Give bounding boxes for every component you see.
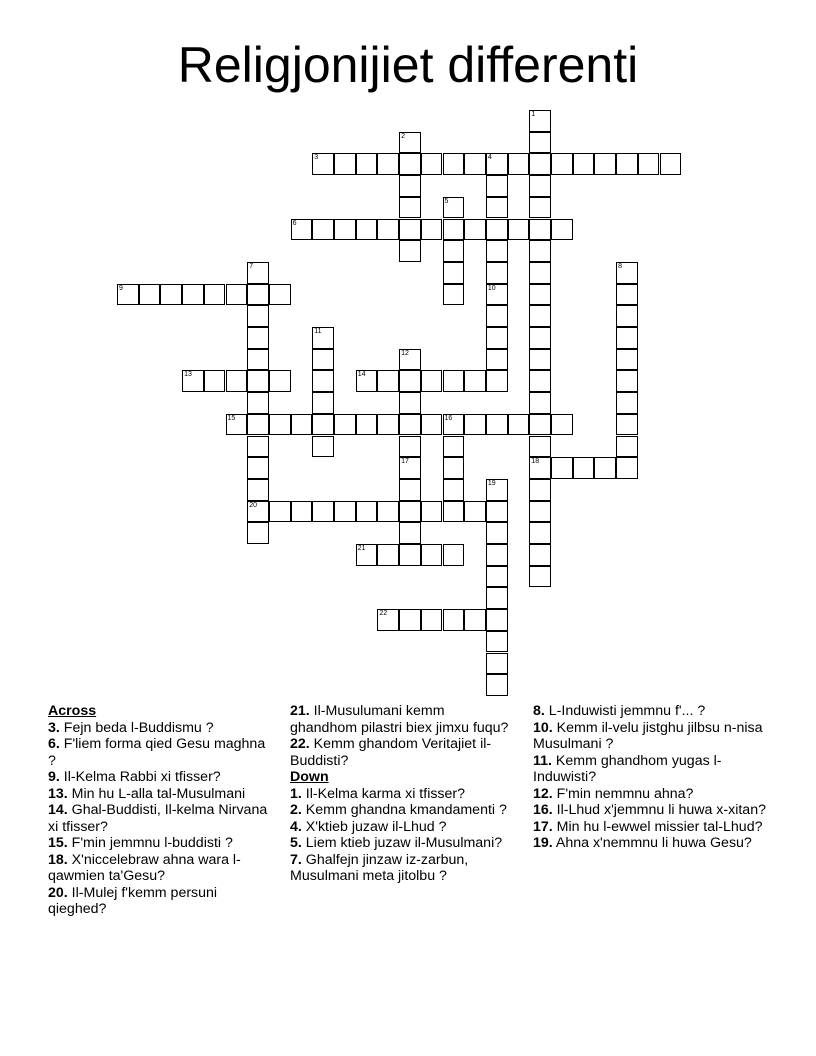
clue-text: X'niccelebraw ahna wara l-qawmien ta'Gesu? [48, 851, 241, 884]
grid-cell[interactable] [399, 414, 421, 436]
clue-text: Il-Musulumani kemm ghandhom pilastri biex jimxu fuqu? [290, 703, 509, 736]
grid-cell[interactable] [247, 392, 269, 414]
clue-text: Kemm ghandna kmandamenti ? [301, 802, 507, 818]
grid-cell[interactable] [486, 153, 508, 175]
grid-cell[interactable] [551, 457, 573, 479]
clues-column-3 [533, 703, 773, 852]
grid-cell[interactable] [312, 501, 334, 523]
grid-cell[interactable] [443, 479, 465, 501]
grid-cell[interactable] [247, 349, 269, 371]
grid-cell[interactable] [486, 631, 508, 653]
grid-cell[interactable] [529, 240, 551, 262]
grid-cell[interactable] [464, 609, 486, 631]
grid-cell[interactable] [269, 414, 291, 436]
grid-cell[interactable] [334, 219, 356, 241]
clue-text: Il-Kelma karma xi tfisser? [301, 785, 466, 802]
cell-number: 19 [487, 479, 496, 487]
clue-number: 21. [290, 703, 310, 719]
grid-cell[interactable] [312, 219, 334, 241]
grid-cell[interactable] [486, 305, 508, 327]
grid-cell[interactable] [486, 327, 508, 349]
cell-number: 21 [357, 545, 366, 552]
grid-cell[interactable] [529, 501, 551, 523]
grid-cell[interactable] [356, 544, 378, 566]
grid-cell[interactable] [486, 197, 508, 219]
down-heading: Down [290, 769, 329, 785]
grid-cell[interactable] [464, 370, 486, 392]
grid-cell[interactable] [529, 175, 551, 197]
grid-cell[interactable] [660, 153, 682, 175]
grid-cell[interactable] [508, 153, 530, 175]
cell-number: 4 [487, 154, 492, 162]
grid-cell[interactable] [312, 414, 334, 436]
grid-cell[interactable] [573, 153, 595, 175]
grid-cell[interactable] [399, 479, 421, 501]
clue-number: 6. [48, 736, 60, 752]
grid-cell[interactable] [529, 479, 551, 501]
grid-cell[interactable] [356, 414, 378, 436]
cell-number: 5 [444, 197, 449, 205]
grid-cell[interactable] [529, 262, 551, 284]
clue [290, 736, 515, 769]
grid-cell[interactable] [421, 501, 443, 523]
grid-cell[interactable] [486, 240, 508, 262]
clue-number: 17. [533, 818, 553, 835]
clue [533, 835, 773, 852]
clue [290, 786, 515, 803]
grid-cell[interactable] [529, 457, 551, 479]
grid-cell[interactable] [486, 175, 508, 197]
grid-cell[interactable] [399, 197, 421, 219]
grid-cell[interactable] [247, 284, 269, 306]
grid-cell[interactable] [486, 219, 508, 241]
clue-text: Ahna x'nemmnu li huwa Gesu? [552, 835, 752, 851]
grid-cell[interactable] [616, 327, 638, 349]
grid-cell[interactable] [464, 414, 486, 436]
grid-cell[interactable] [377, 370, 399, 392]
grid-cell[interactable] [247, 305, 269, 327]
cell-number: 3 [314, 154, 319, 162]
grid-cell[interactable] [486, 284, 508, 306]
page-title: Religjonijiet differenti [177, 37, 639, 93]
cell-number: 7 [249, 262, 254, 270]
grid-cell[interactable] [421, 609, 443, 631]
clue [48, 802, 273, 835]
clue-number: 22. [290, 736, 310, 752]
grid-cell[interactable] [312, 327, 334, 349]
grid-cell[interactable] [443, 153, 465, 175]
grid-cell[interactable] [399, 240, 421, 262]
clue-text: Il-Lhud x'jemmnu li huwa x-xitan? [552, 802, 766, 818]
grid-cell[interactable] [616, 305, 638, 327]
clue [533, 786, 773, 803]
grid-cell[interactable] [182, 284, 204, 306]
grid-cell[interactable] [486, 566, 508, 588]
grid-cell[interactable] [399, 349, 421, 371]
grid-cell[interactable] [529, 132, 551, 154]
clue-number: 11. [533, 752, 552, 769]
grid-cell[interactable] [616, 349, 638, 371]
cell-number: 6 [292, 219, 297, 227]
grid-cell[interactable] [443, 457, 465, 479]
grid-cell[interactable] [312, 349, 334, 371]
grid-cell[interactable] [486, 609, 508, 631]
grid-cell[interactable] [551, 414, 573, 436]
grid-cell[interactable] [443, 197, 465, 219]
grid-cell[interactable] [443, 262, 465, 284]
grid-cell[interactable] [399, 175, 421, 197]
grid-cell[interactable] [616, 153, 638, 175]
grid-cell[interactable] [247, 501, 269, 523]
grid-cell[interactable] [399, 522, 421, 544]
grid-cell[interactable] [616, 436, 638, 458]
grid-cell[interactable] [464, 501, 486, 523]
clue-number: 16. [533, 802, 553, 818]
grid-cell[interactable] [226, 370, 248, 392]
grid-cell[interactable] [508, 219, 530, 241]
grid-cell[interactable] [529, 327, 551, 349]
cell-number: 22 [379, 610, 388, 618]
clue-text: Min hu L-alla tal-Musulmani [67, 785, 246, 802]
grid-cell[interactable] [247, 479, 269, 501]
clue [533, 802, 773, 819]
grid-cell[interactable] [312, 436, 334, 458]
clue-text: F'min nemmnu ahna? [552, 785, 694, 802]
grid-cell[interactable] [529, 392, 551, 414]
grid-cell[interactable] [529, 284, 551, 306]
clue-text: Fejn beda l-Buddismu ? [59, 719, 214, 736]
grid-cell[interactable] [443, 501, 465, 523]
grid-cell[interactable] [312, 392, 334, 414]
grid-cell[interactable] [443, 436, 465, 458]
clue [48, 769, 273, 786]
grid-cell[interactable] [529, 305, 551, 327]
grid-cell[interactable] [399, 457, 421, 479]
grid-cell[interactable] [486, 544, 508, 566]
cell-number: 14 [357, 371, 366, 379]
grid-cell[interactable] [269, 284, 291, 306]
grid-cell[interactable] [421, 219, 443, 241]
grid-cell[interactable] [291, 501, 313, 523]
clue-number: 13. [48, 785, 68, 802]
cell-number: 9 [119, 284, 123, 292]
grid-cell[interactable] [443, 240, 465, 262]
grid-cell[interactable] [399, 132, 421, 154]
clue-text: Il-Mulej f'kemm persuni qieghed? [48, 884, 218, 917]
cell-number: 17 [401, 458, 409, 466]
grid-cell[interactable] [551, 219, 573, 241]
clue [290, 852, 515, 885]
grid-cell[interactable] [247, 414, 269, 436]
grid-cell[interactable] [399, 544, 421, 566]
clues-column-2 [290, 703, 515, 885]
clue-text: Kemm ghandom Veritajiet il-Buddisti? [290, 736, 492, 769]
clue [290, 703, 515, 736]
grid-cell[interactable] [616, 284, 638, 306]
grid-cell[interactable] [139, 284, 161, 306]
grid-cell[interactable] [399, 370, 421, 392]
clue-text: Kemm ghandhom yugas l-Induwisti? [533, 752, 722, 785]
grid-cell[interactable] [312, 370, 334, 392]
clue [48, 786, 273, 803]
grid-cell[interactable] [486, 653, 508, 675]
grid-cell[interactable] [421, 544, 443, 566]
clue-number: 7. [290, 851, 302, 868]
grid-cell[interactable] [443, 219, 465, 241]
clue [48, 835, 273, 852]
cell-number: 1 [531, 111, 536, 118]
clue [533, 753, 773, 786]
clue-number: 9. [48, 769, 60, 785]
clue-text: Kemm il-velu jistghu jilbsu n-nisa Musulmani ? [533, 719, 763, 752]
grid-cell[interactable] [356, 501, 378, 523]
clue-number: 3. [48, 719, 60, 736]
clue-text: L-Induwisti jemmnu f'... ? [544, 703, 706, 719]
grid-cell[interactable] [399, 219, 421, 241]
grid-cell[interactable] [529, 566, 551, 588]
clue [533, 703, 773, 720]
grid-cell[interactable] [486, 587, 508, 609]
grid-cell[interactable] [377, 501, 399, 523]
grid-cell[interactable] [486, 522, 508, 544]
grid-cell[interactable] [421, 370, 443, 392]
cell-number: 20 [249, 501, 257, 509]
grid-cell[interactable] [443, 414, 465, 436]
grid-cell[interactable] [529, 153, 551, 175]
grid-cell[interactable] [247, 262, 269, 284]
grid-cell[interactable] [616, 262, 638, 284]
grid-cell[interactable] [443, 284, 465, 306]
clue-number: 2. [290, 802, 302, 818]
grid-cell[interactable] [399, 153, 421, 175]
grid-cell[interactable] [529, 544, 551, 566]
cell-number: 11 [314, 328, 322, 335]
grid-cell[interactable] [377, 414, 399, 436]
clue-number: 8. [533, 703, 545, 719]
grid-cell[interactable] [377, 609, 399, 631]
grid-cell[interactable] [486, 370, 508, 392]
clue [290, 819, 515, 836]
grid-cell[interactable] [226, 284, 248, 306]
clue [48, 885, 273, 918]
grid-cell[interactable] [377, 219, 399, 241]
grid-cell[interactable] [226, 414, 248, 436]
clues-column-1 [48, 703, 273, 918]
clue-number: 12. [533, 785, 553, 802]
grid-cell[interactable] [399, 436, 421, 458]
grid-cell[interactable] [247, 457, 269, 479]
grid-cell[interactable] [638, 153, 660, 175]
grid-cell[interactable] [117, 284, 139, 306]
grid-cell[interactable] [182, 370, 204, 392]
grid-cell[interactable] [247, 327, 269, 349]
cell-number: 18 [531, 458, 540, 466]
grid-cell[interactable] [291, 414, 313, 436]
clue-text: F'min jemmnu l-buddisti ? [67, 835, 233, 851]
cell-number: 8 [618, 262, 622, 270]
grid-cell[interactable] [247, 522, 269, 544]
grid-cell[interactable] [356, 219, 378, 241]
clue-text: Il-Kelma Rabbi xi tfisser? [59, 769, 221, 785]
grid-cell[interactable] [529, 370, 551, 392]
cell-number: 13 [184, 371, 192, 379]
grid-cell[interactable] [551, 153, 573, 175]
grid-cell[interactable] [312, 153, 334, 175]
cell-number: 10 [487, 284, 496, 292]
grid-cell[interactable] [204, 284, 226, 306]
clue-number: 14. [48, 802, 68, 818]
grid-cell[interactable] [508, 414, 530, 436]
grid-cell[interactable] [464, 219, 486, 241]
cell-number: 2 [401, 132, 405, 140]
clue-text: Ghal-Buddisti, Il-kelma Nirvana xi tfisser? [48, 802, 268, 835]
grid-cell[interactable] [616, 457, 638, 479]
grid-cell[interactable] [486, 479, 508, 501]
grid-cell[interactable] [399, 501, 421, 523]
grid-cell[interactable] [486, 262, 508, 284]
clue-number: 4. [290, 818, 302, 835]
clue [533, 819, 773, 836]
clue-text: Ghalfejn jinzaw iz-zarbun, Musulmani meta jitolbu ? [290, 851, 469, 884]
grid-cell[interactable] [573, 457, 595, 479]
grid-cell[interactable] [486, 501, 508, 523]
grid-cell[interactable] [269, 370, 291, 392]
clue [48, 736, 273, 769]
clue-number: 1. [290, 785, 302, 802]
clue [48, 852, 273, 885]
clue [290, 835, 515, 852]
grid-cell[interactable] [377, 544, 399, 566]
grid-cell[interactable] [377, 153, 399, 175]
clue-number: 20. [48, 884, 68, 901]
grid-cell[interactable] [204, 370, 226, 392]
grid-cell[interactable] [486, 349, 508, 371]
grid-cell[interactable] [421, 414, 443, 436]
grid-cell[interactable] [486, 674, 508, 696]
clue-text: X'ktieb juzaw il-Lhud ? [301, 818, 447, 835]
grid-cell[interactable] [464, 153, 486, 175]
clue [533, 720, 773, 753]
grid-cell[interactable] [356, 153, 378, 175]
clue-number: 5. [290, 835, 302, 851]
grid-cell[interactable] [529, 197, 551, 219]
clue-number: 18. [48, 851, 68, 868]
grid-cell[interactable] [247, 370, 269, 392]
grid-cell[interactable] [616, 370, 638, 392]
grid-cell[interactable] [486, 414, 508, 436]
grid-cell[interactable] [421, 153, 443, 175]
grid-cell[interactable] [443, 609, 465, 631]
grid-cell[interactable] [529, 219, 551, 241]
clue-text: Liem ktieb juzaw il-Musulmani? [301, 835, 503, 851]
clue-text: F'liem forma qied Gesu maghna ? [48, 736, 266, 769]
grid-cell[interactable] [616, 392, 638, 414]
grid-cell[interactable] [269, 501, 291, 523]
grid-cell[interactable] [160, 284, 182, 306]
cell-number: 15 [227, 414, 236, 422]
grid-cell[interactable] [529, 436, 551, 458]
grid-cell[interactable] [399, 392, 421, 414]
grid-cell[interactable] [334, 153, 356, 175]
grid-cell[interactable] [247, 436, 269, 458]
grid-cell[interactable] [594, 457, 616, 479]
grid-cell[interactable] [443, 370, 465, 392]
grid-cell[interactable] [616, 414, 638, 436]
across-heading: Across [48, 703, 97, 719]
grid-cell[interactable] [356, 370, 378, 392]
cell-number: 16 [444, 414, 453, 422]
clue-number: 10. [533, 719, 553, 736]
grid-cell[interactable] [334, 414, 356, 436]
clue [48, 720, 273, 737]
clue-number: 15. [48, 835, 68, 851]
cell-number: 12 [401, 349, 409, 357]
grid-cell[interactable] [291, 219, 313, 241]
grid-cell[interactable] [443, 544, 465, 566]
clue [290, 802, 515, 819]
grid-cell[interactable] [334, 501, 356, 523]
grid-cell[interactable] [529, 349, 551, 371]
grid-cell[interactable] [529, 110, 551, 132]
clue-number: 19. [533, 835, 553, 851]
grid-cell[interactable] [529, 522, 551, 544]
clue-text: Min hu l-ewwel missier tal-Lhud? [552, 818, 763, 835]
grid-cell[interactable] [594, 153, 616, 175]
grid-cell[interactable] [399, 609, 421, 631]
grid-cell[interactable] [529, 414, 551, 436]
